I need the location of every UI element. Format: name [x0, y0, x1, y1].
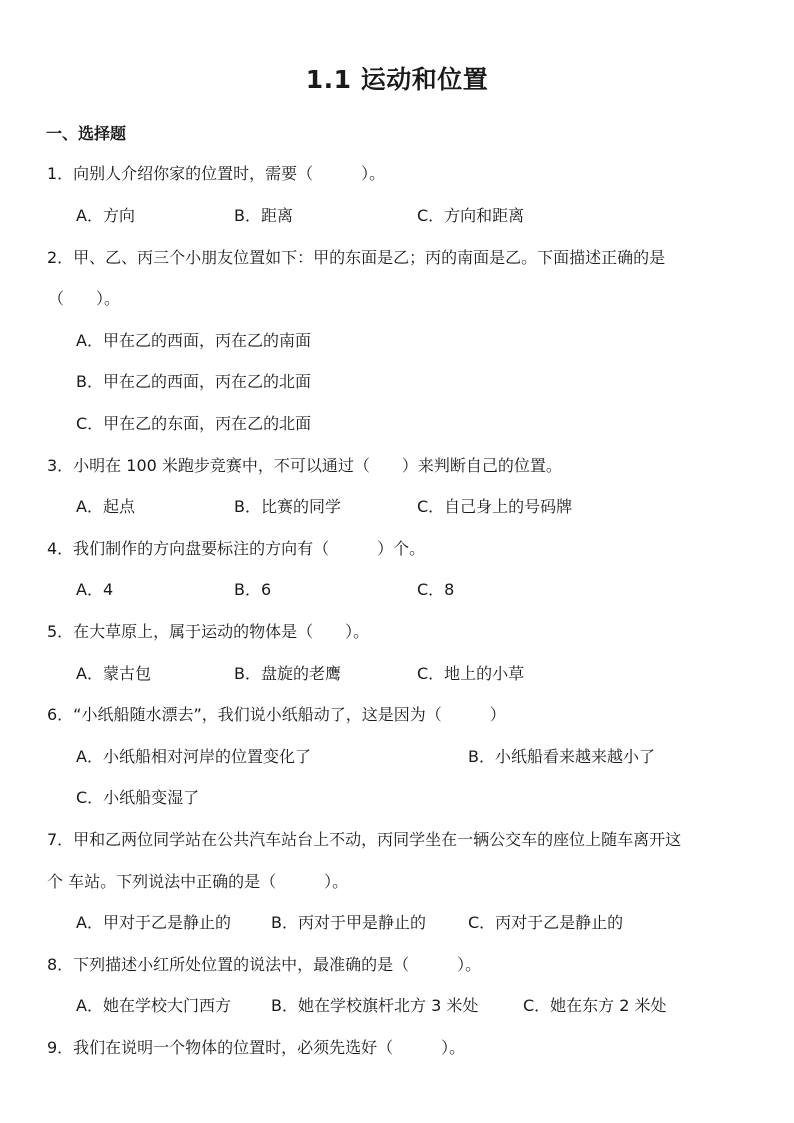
question-5-option-a: A．蒙古包 — [76, 664, 151, 683]
question-4-stem: 4．我们制作的方向盘要标注的方向有（ ）个。 — [47, 539, 426, 558]
question-2-stem-line2: （ ）。 — [48, 289, 121, 308]
question-2-stem-line1: 2．甲、乙、丙三个小朋友位置如下：甲的东面是乙；丙的南面是乙。下面描述正确的是 — [47, 248, 666, 267]
question-1-option-b: B．距离 — [234, 206, 293, 225]
question-2-option-a: A．甲在乙的西面，丙在乙的南面 — [76, 331, 311, 350]
question-7-stem-line1: 7．甲和乙两位同学站在公共汽车站台上不动，丙同学坐在一辆公交车的座位上随车离开这 — [47, 830, 682, 849]
question-8-stem: 8．下列描述小红所处位置的说法中，最准确的是（ ）。 — [47, 955, 482, 974]
section-heading: 一、选择题 — [46, 124, 127, 143]
question-3-option-c: C．自己身上的号码牌 — [417, 497, 573, 516]
question-1-option-a: A．方向 — [76, 206, 135, 225]
page-title: 1.1 运动和位置 — [305, 65, 489, 94]
question-6-option-a: A．小纸船相对河岸的位置变化了 — [76, 747, 311, 766]
question-7-option-a: A．甲对于乙是静止的 — [76, 913, 231, 932]
question-4-option-a: A．4 — [76, 580, 114, 599]
question-5-option-b: B．盘旋的老鹰 — [234, 664, 341, 683]
question-9-stem: 9．我们在说明一个物体的位置时，必须先选好（ ）。 — [47, 1038, 466, 1057]
question-2-option-c: C．甲在乙的东面，丙在乙的北面 — [76, 414, 312, 433]
question-3-stem: 3．小明在 100 米跑步竞赛中，不可以通过（ ）来判断自己的位置。 — [47, 456, 562, 475]
question-4-option-c: C．8 — [417, 580, 455, 599]
question-8-option-a: A．她在学校大门西方 — [76, 996, 231, 1015]
question-7-option-b: B．丙对于甲是静止的 — [271, 913, 426, 932]
question-7-option-c: C．丙对于乙是静止的 — [468, 913, 624, 932]
question-6-stem: 6．“小纸船随水漂去”，我们说小纸船动了，这是因为（ ） — [47, 705, 506, 724]
question-3-option-b: B．比赛的同学 — [234, 497, 341, 516]
question-5-option-c: C．地上的小草 — [417, 664, 525, 683]
question-1-stem: 1．向别人介绍你家的位置时，需要（ ）。 — [47, 164, 386, 183]
question-2-option-b: B．甲在乙的西面，丙在乙的北面 — [76, 372, 311, 391]
question-3-option-a: A．起点 — [76, 497, 135, 516]
question-4-option-b: B．6 — [234, 580, 272, 599]
question-7-stem-line2: 个 车站。下列说法中正确的是（ ）。 — [47, 872, 349, 891]
question-1-option-c: C．方向和距离 — [417, 206, 525, 225]
question-6-option-c: C．小纸船变湿了 — [76, 788, 200, 807]
question-8-option-b: B．她在学校旗杆北方 3 米处 — [271, 996, 479, 1015]
question-5-stem: 5．在大草原上，属于运动的物体是（ ）。 — [47, 622, 370, 641]
question-8-option-c: C．她在东方 2 米处 — [523, 996, 667, 1015]
question-6-option-b: B．小纸船看来越来越小了 — [468, 747, 655, 766]
